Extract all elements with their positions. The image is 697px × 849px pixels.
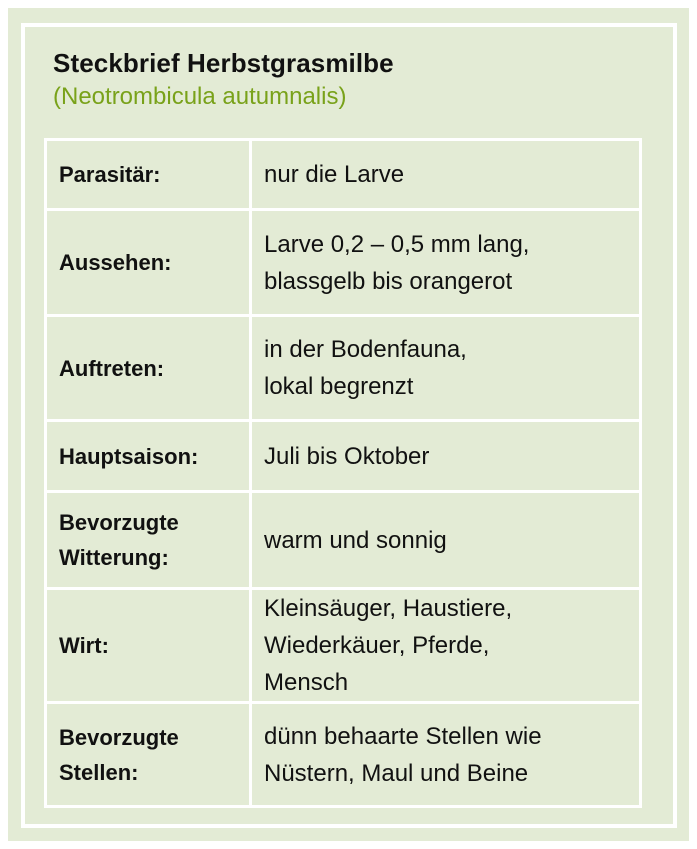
- table-row-aussehen: [46, 210, 641, 316]
- row-value: nur die Larve: [251, 140, 641, 210]
- row-label: Parasitär:: [46, 140, 251, 210]
- row-value: Juli bis Oktober: [251, 421, 641, 492]
- page-subtitle: (Neotrombicula autumnalis): [53, 83, 347, 110]
- row-value: Larve 0,2 – 0,5 mm lang, blassgelb bis orangerot: [251, 210, 641, 316]
- row-label: Bevorzugte Stellen:: [46, 703, 251, 807]
- table-row-parasitaer: [46, 140, 641, 210]
- row-value: Kleinsäuger, Haustiere, Wiederkäuer, Pferde, Mensch: [251, 589, 641, 703]
- fact-table: [44, 138, 642, 808]
- row-value: warm und sonnig: [251, 492, 641, 589]
- row-label: Aussehen:: [46, 210, 251, 316]
- row-label: Hauptsaison:: [46, 421, 251, 492]
- row-label: Bevorzugte Witterung:: [46, 492, 251, 589]
- row-label: Wirt:: [46, 589, 251, 703]
- row-value: dünn behaarte Stellen wie Nüstern, Maul und Beine: [251, 703, 641, 807]
- row-label: Auftreten:: [46, 316, 251, 421]
- table-row-wirt: [46, 589, 641, 703]
- table-row-hauptsaison: [46, 421, 641, 492]
- table-row-stellen: [46, 703, 641, 807]
- table-row-witterung: [46, 492, 641, 589]
- row-value: in der Bodenfauna, lokal begrenzt: [251, 316, 641, 421]
- table-row-auftreten: [46, 316, 641, 421]
- page-title: Steckbrief Herbstgrasmilbe: [53, 48, 394, 78]
